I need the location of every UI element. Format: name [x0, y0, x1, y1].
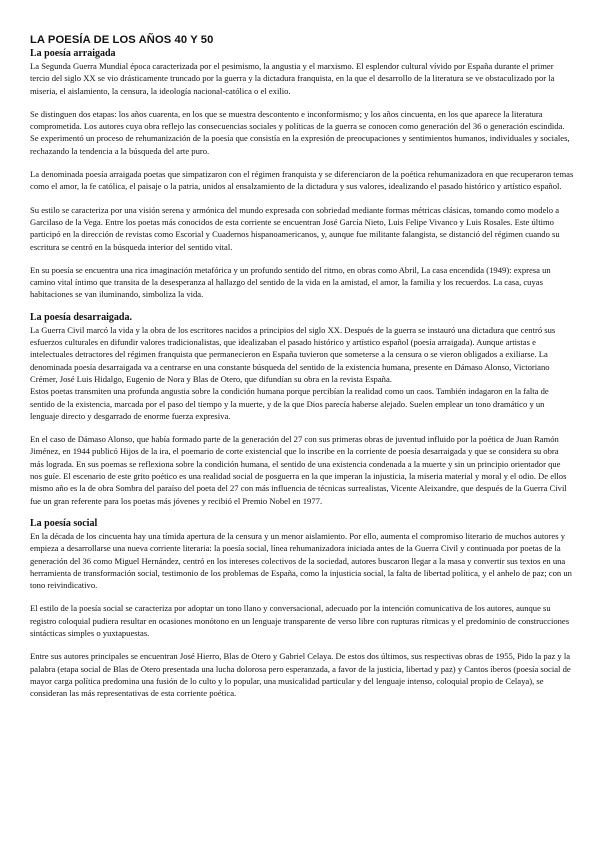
document-title: LA POESÍA DE LOS AÑOS 40 Y 50: [30, 34, 214, 46]
paragraph: Su estilo se caracteriza por una visión serena y armónica del mundo expresada con sobriedad mediante formas métricas clásicas, tomando como modelo a Garcilaso de la Vega. Entre los poetas más conocidos de esta corriente se encuentran José García Nieto, Luis Felipe Vivanco y Luis Rosales. Este último participó en la dirección de revistas como Escorial y Cuadernos hispanoamericanos, y, aunque fue militante falangista, se distanció del régimen cuando su escritura se centró en la búsqueda interior del sentido vital.: [30, 204, 560, 252]
paragraph: El estilo de la poesía social se caracteriza por adoptar un tono llano y conversacional, adecuado por la intención comunicativa de los autores, aunque su registro coloquial pudiera resultar en ocasiones monótono en un lenguaje transparente de verso libre con rupturas rítmicas y el predominio de construcciones sintácticas simples o yuxtapuestas.: [30, 603, 570, 638]
section-heading-desarraigada: La poesía desarraigada.: [30, 311, 132, 323]
paragraph: La Segunda Guerra Mundial época caracterizada por el pesimismo, la angustia y el marxismo. El esplendor cultural vívido por España durante el primer tercio del siglo XX se vio drásticamente truncado por la guerra y la dictadura franquista, en la que el desarrollo de la literatura se ve obstaculizado por la miseria, el aislamiento, la censura, la ideología nacional-católica o el exilio.: [30, 61, 555, 96]
paragraph: En el caso de Dámaso Alonso, que había formado parte de la generación del 27 con sus primeras obras de juventud influido por la poética de Juan Ramón Jiménez, en 1944 publicó Hijos de la ira, el poemario de corte existencial que lo inscribe en la corriente de poesía desarraigada y que se considera su obra más lograda. En sus poemas se reflexiona sobre la condición humana, el sentido de una existencia condenada a la muerte y sin un principio orientador que nos guíe. El escenario de este grito poético es una realidad social de posguerra en la que imperan la injusticia, la miseria material y moral y el odio. De ellos mismo año es la de obra Sombra del paraíso del poeta del 27 con más influencia de técnicas surrealistas, Vicente Aleixandre, que después de la Guerra Civil fue un gran referente para los poetas más jóvenes y recibió el Premio Nobel en 1977.: [30, 434, 567, 506]
section-heading-arraigada: La poesía arraigada: [30, 48, 116, 59]
paragraph: La denominada poesía arraigada poetas que simpatizaron con el régimen franquista y se diferenciaron de la poética rehumanizadora en que recuperaron temas como el amor, la fe católica, el paisaje o la patria, unidos al ensalzamiento de la dictadura y sus valores, idealizando el pasado histórico y artístico español.: [30, 169, 574, 192]
paragraph: La Guerra Civil marcó la vida y la obra de los escritores nacidos a principios del siglo XX. Después de la guerra se instauró una dictadura que centró sus esfuerzos culturales en difundir valores tradicionalistas, que idealizaban el pasado histórico y artístico español (poesía arraigada). Aunque artistas e intelectuales detractores del régimen franquista que permanecieron en España tuvieron que someterse a la censura o se vieron obligados a exiliarse. La denominada poesía desarraigada va a centrarse en una constante búsqueda del sentido de la existencia humana, presente en Dámaso Alonso, Victoriano Crémer, José Luis Hidalgo, Eugenio de Nora y Blas de Otero, que difundían su obra en la revista España.: [30, 324, 556, 384]
paragraph: Estos poetas transmiten una profunda angustia sobre la condición humana porque percibían la realidad como un caos. También indagaron en la falta de sentido de la existencia, marcada por el paso del tiempo y la muerte, y de la que Dios parecía haberse alejado. Suelen emplear un tono dramático y un lenguaje directo y desgarrado de enorme fuerza expresiva.: [30, 386, 549, 421]
paragraph: En su poesía se encuentra una rica imaginación metafórica y un profundo sentido del ritmo, en obras como Abril, La casa encendida (1949): expresa un camino vital íntimo que transita de la desesperanza al hallazgo del sentido de la vida en la amistad, el amor, la familia y los recuerdos. La casa, cuyas habitaciones se van iluminando, simboliza la vida.: [30, 264, 551, 300]
paragraph: Entre sus autores principales se encuentran José Hierro, Blas de Otero y Gabriel Celaya. De estos dos últimos, sus respectivas obras de 1955, Pido la paz y la palabra (etapa social de Blas de Otero presentada una lucha dolorosa pero esperanzada, a favor de la justicia, libertad y paz) y Cantos íberos (poesía social de mayor carga política predomina una fusión de lo culto y lo popular, una musicalidad particular y del lenguaje intenso, coloquial propio de Celaya), se consideran las más representativas de esta corriente poética.: [30, 651, 571, 699]
paragraph: Se distinguen dos etapas: los años cuarenta, en los que se muestra descontento e inconformismo; y los años cincuenta, en los que aparece la literatura comprometida. Los autores cuya obra reflejo las consecuencias sociales y políticas de la guerra se conocen como generación del 36 o generación escindida. Se experimentó un proceso de rehumanización de la poesía que consistía en la expresión de preocupaciones y sentimientos humanos, individuales y sociales, rechazando la tendencia a la búsqueda del arte puro.: [30, 108, 570, 156]
paragraph: En la década de los cincuenta hay una tímida apertura de la censura y un menor aislamiento. Por ello, aumenta el compromiso literario de muchos autores y empieza a desarrollarse una nueva corriente literaria: la poesía social, línea rehumanizadora iniciada antes de la Guerra Civil y continuada por poetas de la generación del 36 como Miguel Hernández, centró en los intereses colectivos de la sociedad, autores buscaron llegar a la masa y convertir sus textos en una herramienta de transformación social, testimonio de los problemas de España, como la injusticia social, la falta de libertad política, y el anhelo de paz; con un tono reivindicativo.: [30, 530, 572, 591]
section-heading-social: La poesía social: [30, 517, 98, 529]
